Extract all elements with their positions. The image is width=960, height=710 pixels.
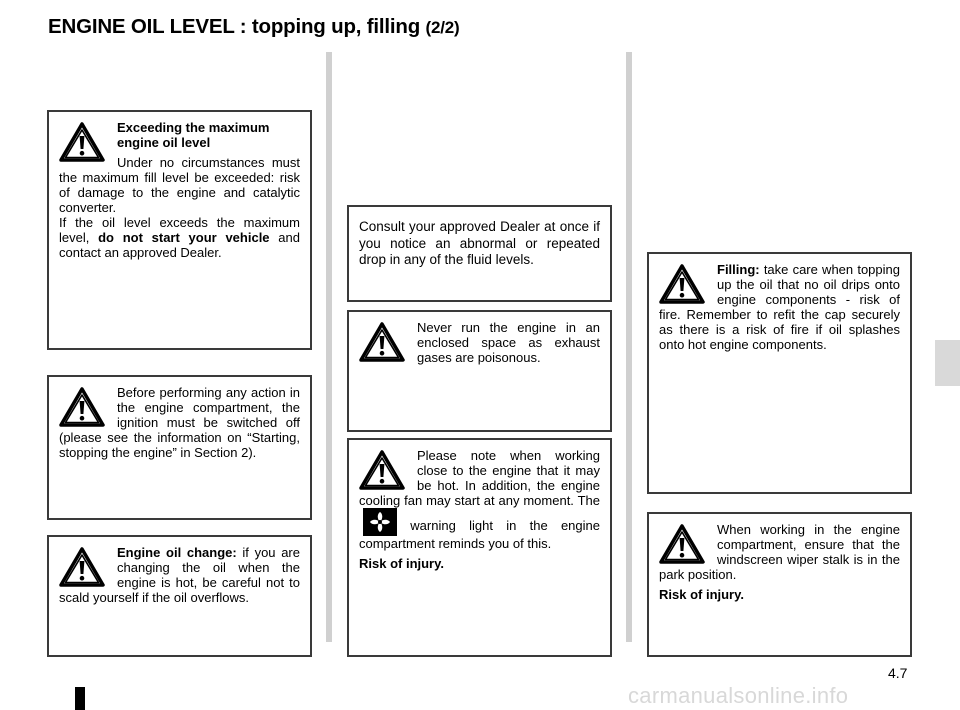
warning-triangle-icon xyxy=(659,524,705,564)
warning-triangle-icon xyxy=(59,387,105,427)
consult-dealer-text: Consult your approved Dealer at once if you notice an abnormal or repeated drop in any of the fluid levels. xyxy=(359,219,600,267)
page-title xyxy=(48,15,459,39)
max-oil-level-text: Under no circumstances must the maximum fill level be exceeded: risk of damage to the engine and catalytic converter. xyxy=(59,155,300,215)
hot-engine-text-part1: Please note when working close to the engine that it may be hot. In addition, the engine cooling fan may start at any moment. The xyxy=(359,448,600,508)
max-oil-level-instruction-part1: If the oil level exceeds the maximum level, xyxy=(59,215,300,245)
max-oil-level-warning xyxy=(47,110,312,350)
enclosed-space-text: Never run the engine in an enclosed space as exhaust gases are poisonous. xyxy=(417,320,600,365)
max-oil-level-instruction xyxy=(59,215,300,260)
page-edge-marker xyxy=(75,687,85,710)
oil-change-label: Engine oil change: xyxy=(117,545,237,560)
hot-engine-risk: Risk of injury. xyxy=(359,556,444,571)
ignition-off-warning xyxy=(47,375,312,520)
hot-engine-warning xyxy=(347,438,612,657)
oil-change-body: if you are changing the oil when the engine is hot, be careful not to scald yourself if the oil overflows. xyxy=(59,545,300,605)
do-not-start-emphasis: do not start your vehicle xyxy=(98,230,270,245)
cooling-fan-icon xyxy=(363,508,397,536)
column-divider-left xyxy=(326,52,332,642)
wiper-stalk-risk: Risk of injury. xyxy=(659,587,744,602)
max-oil-level-instruction-part2: and contact an approved Dealer. xyxy=(59,230,300,260)
page-number: 4.7 xyxy=(888,665,908,681)
hot-engine-text-part2: warning light in the engine compartment reminds you of this. xyxy=(359,518,600,551)
consult-dealer-note xyxy=(347,205,612,302)
oil-change-warning xyxy=(47,535,312,657)
wiper-stalk-text: When working in the engine compartment, ensure that the windscreen wiper stalk is in the park position. xyxy=(659,522,900,582)
ignition-off-text: Before performing any action in the engine compartment, the ignition must be switched off (please see the information on “Starting, stopping the engine” in Section 2). xyxy=(59,385,300,460)
section-tab xyxy=(935,340,960,386)
enclosed-space-warning xyxy=(347,310,612,432)
warning-triangle-icon xyxy=(359,450,405,490)
warning-triangle-icon xyxy=(359,322,405,362)
column-divider-right xyxy=(626,52,632,642)
watermark: carmanualsonline.info xyxy=(628,683,849,708)
wiper-stalk-warning xyxy=(647,512,912,657)
filling-warning xyxy=(647,252,912,494)
max-oil-level-heading: Exceeding the maximum engine oil level xyxy=(117,120,270,150)
page-title-sub: (2/2) xyxy=(425,18,460,37)
filling-label: Filling: xyxy=(717,262,760,277)
filling-body: take care when topping up the oil that no oil drips onto engine components - risk of fire. Remember to refit the cap securely as there is a risk of fire if oil splashes onto hot engine components. xyxy=(659,262,900,352)
warning-triangle-icon xyxy=(59,547,105,587)
warning-triangle-icon xyxy=(659,264,705,304)
page-title-main: ENGINE OIL LEVEL : topping up, filling xyxy=(48,15,421,38)
warning-triangle-icon xyxy=(59,122,105,162)
